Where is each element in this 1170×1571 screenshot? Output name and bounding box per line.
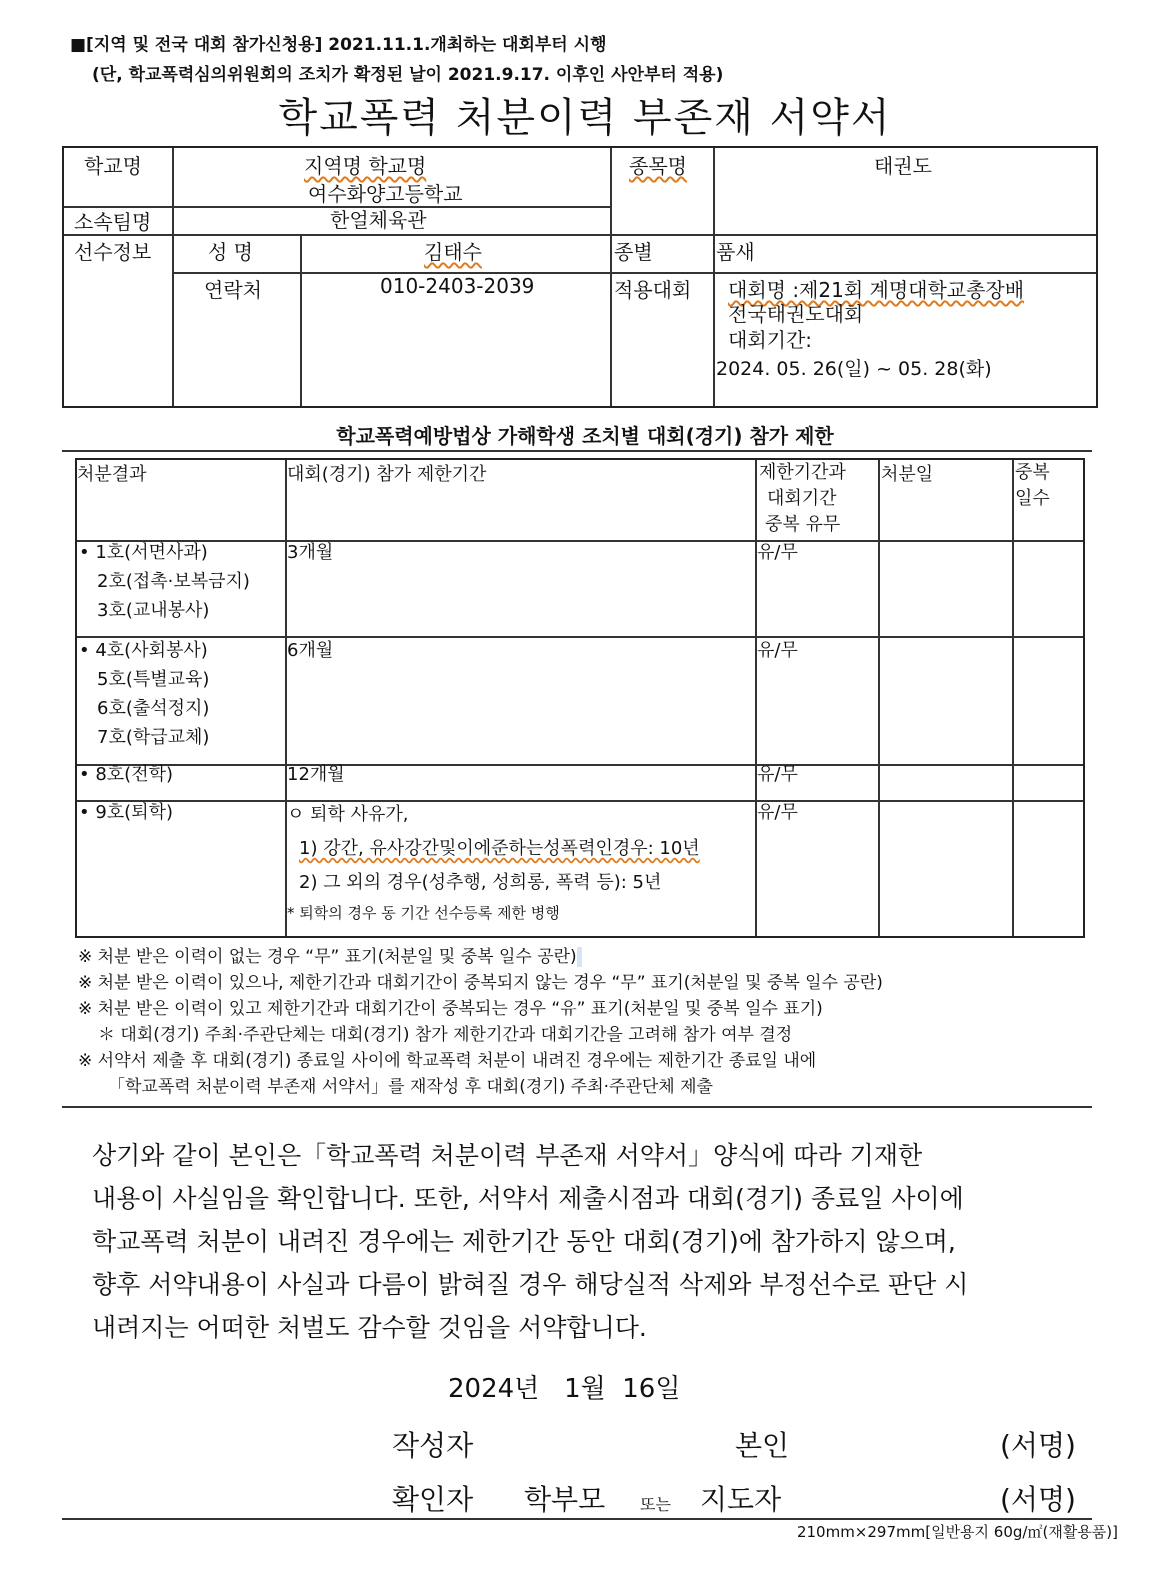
contact-label: 연락처	[204, 278, 262, 302]
info-table	[62, 146, 1098, 408]
team-label: 소속팀명	[74, 210, 152, 234]
confirmer-signature[interactable]: (서명)	[1000, 1483, 1076, 1516]
row-1-result: • 1호(서면사과) 2호(접촉·보복금지) 3호(교내봉사)	[79, 542, 250, 621]
document-title: 학교폭력 처분이력 부존재 서약서	[278, 95, 892, 141]
row-3-period: 12개월	[287, 764, 345, 785]
row-1-overlap: 유/무	[757, 542, 798, 563]
signing-date: 2024년 1월 16일	[448, 1374, 681, 1404]
school-label: 학교명	[84, 154, 142, 178]
row-4-overlap: 유/무	[757, 802, 798, 823]
header-line-2: (단, 학교폭력심의위원회의 조치가 확정된 날이 2021.9.17. 이후인 사안부터 적용)	[92, 65, 724, 85]
row-2-period: 6개월	[287, 640, 334, 661]
applied-period-value: 2024. 05. 26(일) ~ 05. 28(화)	[716, 358, 992, 380]
name-label: 성 명	[208, 240, 253, 264]
writer-label: 작성자	[392, 1429, 474, 1462]
row-4-result: • 9호(퇴학)	[79, 802, 173, 823]
note-3: ※ 처분 받은 이력이 있고 제한기간과 대회기간이 중복되는 경우 “유” 표기(처분일 및 중복 일수 표기)	[78, 999, 823, 1019]
team-value: 한얼체육관	[330, 208, 427, 232]
player-label: 선수정보	[74, 240, 152, 264]
header-date: 처분일	[881, 464, 934, 485]
applied-name: 대회명 :제21회 계명대학교총장배	[728, 278, 1025, 302]
note-2: ※ 처분 받은 이력이 있으나, 제한기간과 대회기간이 중복되지 않는 경우 “무” 표기(처분일 및 중복 일수 공란)	[78, 973, 883, 993]
writer-signature[interactable]: (서명)	[1000, 1429, 1076, 1462]
note-6: 「학교폭력 처분이력 부존재 서약서」를 재작성 후 대회(경기) 주최·주관단체 제출	[108, 1077, 713, 1097]
confirmer-or: 또는	[640, 1495, 671, 1514]
row-3-overlap: 유/무	[757, 764, 798, 785]
header-period: 대회(경기) 참가 제한기간	[287, 464, 487, 485]
row-1-period: 3개월	[287, 542, 334, 563]
writer-value: 본인	[735, 1429, 790, 1462]
note-1: ※ 처분 받은 이력이 없는 경우 “무” 표기(처분일 및 중복 일수 공란)	[78, 944, 883, 970]
note-5: ※ 서약서 제출 후 대회(경기) 종료일 사이에 학교폭력 처분이 내려진 경우에는 제한기간 종료일 내에	[78, 1051, 817, 1071]
row-2-result: • 4호(사회봉사) 5호(특별교육) 6호(출석정지) 7호(학급교체)	[79, 640, 210, 748]
section-title: 학교폭력예방법상 가해학생 조치별 대회(경기) 참가 제한	[336, 424, 834, 448]
contact-value: 010-2403-2039	[380, 274, 535, 298]
applied-period-label: 대회기간:	[728, 328, 813, 352]
row-4-period: ㅇ 퇴학 사유가, 1) 강간, 유사강간및이에준하는성폭력인경우: 10년 2) 그 외의 경우(성추행, 성희롱, 폭력 등): 5년 * 퇴학의 경우 동 기간 선수등록 제한 병행	[287, 804, 700, 922]
confirmer-parent: 학부모	[524, 1483, 606, 1516]
row-2-overlap: 유/무	[757, 640, 798, 661]
confirmer-label: 확인자	[392, 1483, 474, 1516]
paper-spec-footer: 210mm×297mm[일반용지 60g/㎡(재활용품)]	[796, 1523, 1118, 1541]
sport-value: 태권도	[874, 154, 932, 178]
category-value: 품새	[716, 240, 755, 264]
header-result: 처분결과	[77, 464, 147, 485]
row-3-result: • 8호(전학)	[79, 764, 173, 785]
header-line-1: ■[지역 및 전국 대회 참가신청용] 2021.11.1.개최하는 대회부터 시행	[70, 35, 607, 55]
confirmer-coach: 지도자	[700, 1483, 782, 1516]
sport-label: 종목명	[629, 154, 687, 178]
header-days: 중복 일수	[1015, 462, 1050, 509]
note-4: ＊ 대회(경기) 주최·주관단체는 대회(경기) 참가 제한기간과 대회기간을 고려해 참가 여부 결정	[98, 1025, 793, 1045]
notes	[78, 944, 883, 1100]
category-label: 종별	[614, 240, 653, 264]
school-value-2: 여수화양고등학교	[308, 182, 463, 206]
pledge-text: 상기와 같이 본인은「학교폭력 처분이력 부존재 서약서」양식에 따라 기재한 내용이 사실임을 확인합니다. 또한, 서약서 제출시점과 대회(경기) 종료일 사이에 학교폭력 처분이 내려진 경우에는 제한기간 동안 대회(경기)에 참가하지 않으며, 향후 서약내용이 사실과 다름이 밝혀질 경우 해당실적 삭제와 부정선수로 판단 시 내려지는 어떠한 처벌도 감수할 것임을 서약합니다.	[92, 1141, 969, 1342]
name-value: 김태수	[424, 240, 482, 264]
header-overlap: 제한기간과 대회기간 중복 유무	[759, 462, 846, 535]
restriction-table	[75, 458, 1085, 938]
applied-name-cont: 전국태권도대회	[728, 302, 864, 326]
applied-label: 적용대회	[614, 278, 692, 302]
school-value-1: 지역명 학교명	[304, 154, 427, 178]
